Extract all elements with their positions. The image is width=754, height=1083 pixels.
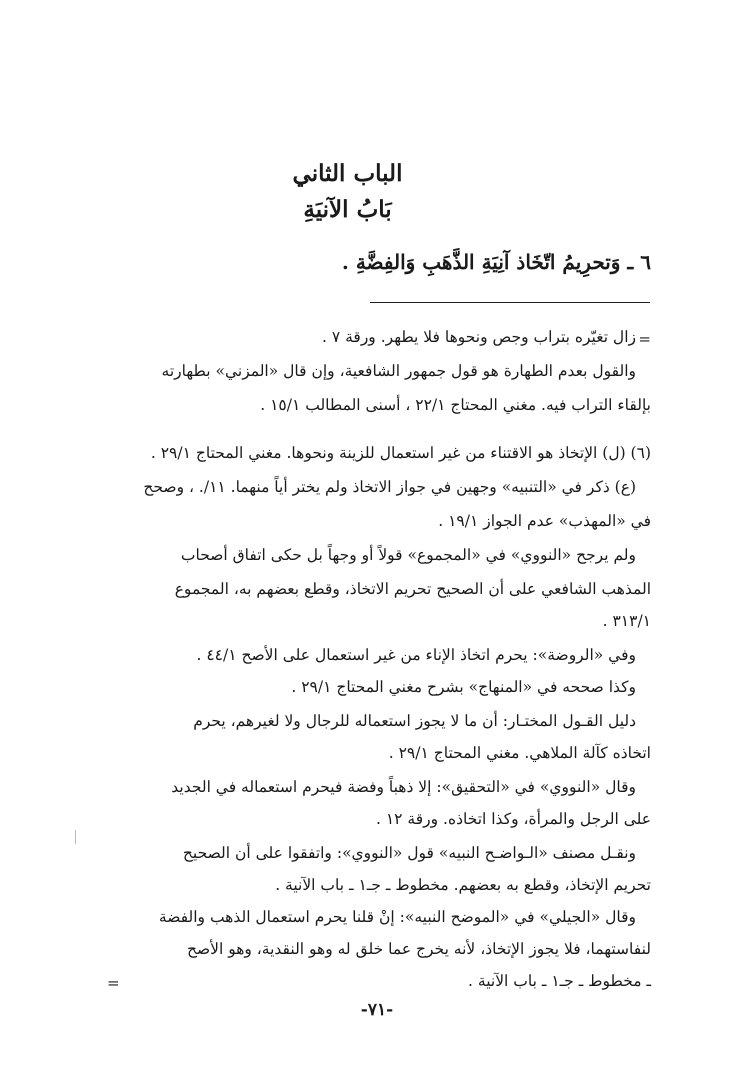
footnote-line: (ع) ذكر في «التنبيه» وجهين في جواز الاتخاذ ولم يختر أياً منهما. ١١/. ، وصحح: [143, 478, 636, 496]
footnote-line: اتخاذه كآلة الملاهي. مغني المحتاج ٢٩/١ .: [388, 744, 651, 762]
footnote-line: وقال «النووي» في «التحقيق»: إلا ذهباً وفضة فيحرم استعماله في الجديد: [171, 778, 636, 796]
chapter-subtitle: بَابُ الآنيَةِ: [303, 196, 392, 223]
footnote-line: والقول بعدم الطهارة هو قول جمهور الشافعية، وإن قال «المزني» بطهارته: [161, 362, 636, 380]
continuation-mark-bottom: =: [107, 974, 120, 992]
footnote-line: ولم يرجح «النووي» في «المجموع» قولاً أو وجهاً بل حكى اتفاق أصحاب: [180, 546, 636, 564]
footnote-line: لنفاستهما، فلا يجوز الإتخاذ، لأنه يخرج عما خلق له وهو النقدية، وهو الأصح: [186, 940, 651, 958]
footnote-line: وفي «الروضة»: يحرم اتخاذ الإناء من غير استعمال على الأصح ٤٤/١ .: [196, 646, 636, 664]
footnote-line: تحريم الإتخاذ، وقطع به بعضهم. مخطوط ـ جـ١ ـ باب الآنية .: [275, 876, 651, 894]
footnote-line: ونقـل مصنف «الـواضـح النبيه» قول «النووي»: واتفقوا على أن الصحيح: [182, 844, 636, 862]
page-number: -٧١-: [360, 1000, 394, 1020]
margin-tick: [75, 830, 76, 844]
chapter-title: الباب الثاني: [292, 160, 403, 187]
footnote-line: (٦) (ل) الإتخاذ هو الاقتناء من غير استعمال للزينة ونحوها. مغني المحتاج ٢٩/١ .: [150, 444, 651, 462]
footnote-line: ٣١٣/١ .: [602, 612, 651, 630]
footnote-line: في «المهذب» عدم الجواز ١٩/١ .: [438, 512, 651, 530]
footnote-line: المذهب الشافعي على أن الصحيح تحريم الاتخاذ، وقطع بعضهم به، المجموع: [174, 580, 651, 598]
footnote-line: دليل القـول المختـار: أن ما لا يجوز استعماله للرجال ولا لغيرهم، يحرم: [193, 712, 636, 730]
footnote-line: وكذا صححه في «المنهاج» بشرح مغني المحتاج ٢٩/١ .: [291, 678, 636, 696]
footnote-line: على الرجل والمرأة، وكذا اتخاذه. ورقة ١٢ .: [375, 810, 651, 828]
footnote-separator: [370, 302, 650, 303]
footnote-line: زال تغيّره بتراب وجص ونحوها فلا يطهر. ورقة ٧ .: [321, 328, 636, 346]
footnote-line: وقال «الجيلي» في «الموضح النبيه»: إنْ قلنا يحرم استعمال الذهب والفضة: [158, 908, 636, 926]
continuation-mark-top: =: [638, 330, 651, 348]
footnote-line: بإلقاء التراب فيه. مغني المحتاج ٢٢/١ ، أسنى المطالب ١٥/١ .: [260, 396, 651, 414]
section-heading: ٦ ـ وَتحرِيمُ اتّخَاذ آنِيَةِ الذَّهَبِ وَالفِضَّةِ .: [341, 250, 651, 274]
footnote-line: ـ مخطوط ـ جـ١ ـ باب الآنية .: [468, 972, 651, 990]
